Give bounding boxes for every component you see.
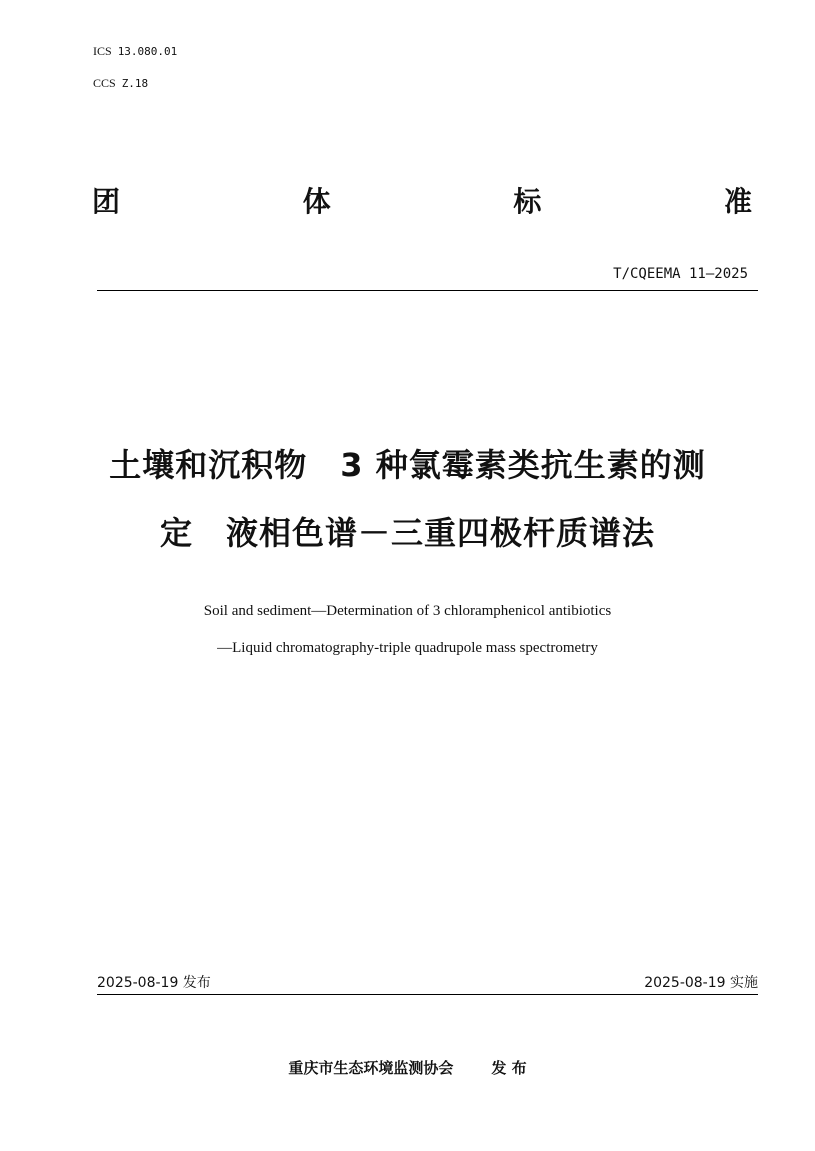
standard-number: T/CQEEMA 11—2025 bbox=[613, 266, 748, 282]
standard-type-heading bbox=[92, 180, 752, 220]
bottom-divider bbox=[97, 994, 758, 995]
title-en-line1: Soil and sediment—Determination of 3 chloramphenicol antibiotics bbox=[203, 603, 612, 619]
standard-type-char: 团 bbox=[92, 185, 121, 218]
title-cn-line2: 定 液相色谱－三重四极杆质谱法 bbox=[159, 514, 655, 552]
implement-date: 2025-08-19 实施 bbox=[644, 975, 758, 991]
ics-value: 13.080.01 bbox=[117, 45, 178, 58]
ics-code bbox=[93, 40, 177, 59]
ccs-label: CCS bbox=[93, 76, 116, 90]
ics-label: ICS bbox=[93, 44, 112, 58]
title-en-line2: —Liquid chromatography-triple quadrupole mass spectrometry bbox=[217, 640, 598, 656]
ccs-value: Z.18 bbox=[121, 77, 149, 90]
publisher-name: 重庆市生态环境监测协会 bbox=[288, 1059, 454, 1077]
publisher-action: 发 布 bbox=[491, 1059, 527, 1077]
top-divider bbox=[97, 290, 758, 291]
standard-type-char: 准 bbox=[723, 185, 752, 218]
title-cn-line1: 土壤和沉积物 3 种氯霉素类抗生素的测 bbox=[109, 446, 706, 484]
standard-type-char: 体 bbox=[302, 185, 331, 218]
release-date: 2025-08-19 发布 bbox=[97, 975, 211, 991]
publisher-line bbox=[0, 1057, 815, 1078]
standard-type-char: 标 bbox=[513, 185, 542, 218]
ccs-code bbox=[93, 72, 148, 91]
